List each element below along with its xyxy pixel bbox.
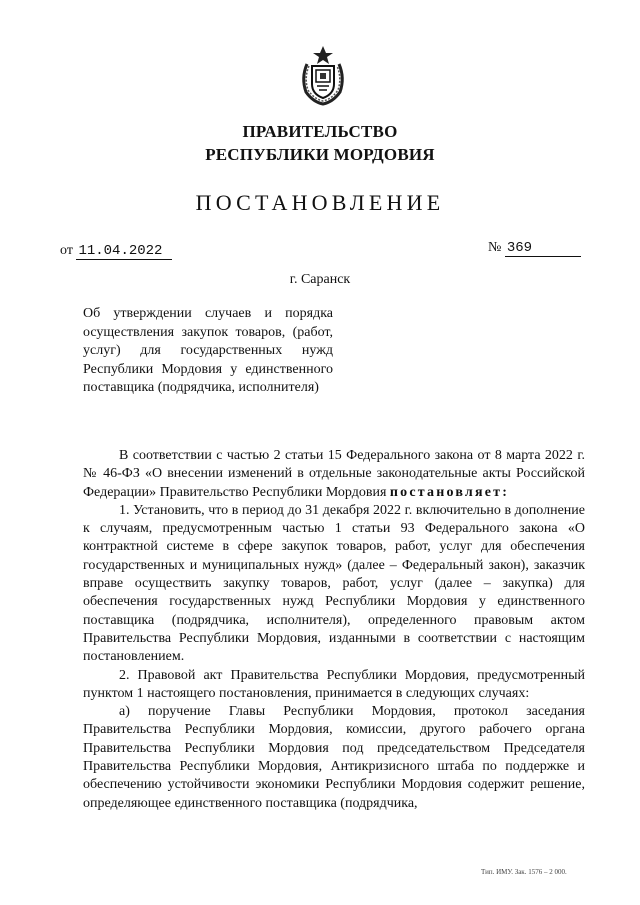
government-name <box>0 120 640 166</box>
number-value: 369 <box>505 240 581 257</box>
government-line-2: РЕСПУБЛИКИ МОРДОВИЯ <box>205 145 435 164</box>
date-prefix: от <box>60 243 73 258</box>
item-1: 1. Установить, что в период до 31 декабря 2022 г. включительно в дополнение к случаям, предусмотренным частью 1 статьи 93 Федерального закона «О контрактной системе в сфере закупок товаров, работ, услуг для обеспечения государственных и муниципальных нужд» (далее – Федеральный закон), заказчик вправе осуществить закупку товаров, работ, услуг (далее – закупка) для обеспечения государственных нужд Республики Мордовия у единственного поставщика (подрядчика, исполнителя), определенного правовым актом Правительства Республики Мордовия, изданными в соответствии с настоящим постановлением. <box>83 502 585 665</box>
item-2: 2. Правовой акт Правительства Республики Мордовия, предусмотренный пунктом 1 настоящего постановления, принимается в следующих случаях: <box>83 667 585 701</box>
item-2a: а) поручение Главы Республики Мордовия, протокол заседания Правительства Республики Мордовия, комиссии, другого рабочего органа Правительства Республики Мордовия под председательством Председателя Правительства Республики Мордовия, Антикризисного штаба по поддержке и обеспечению устойчивости экономики Республики Мордовия содержит решение, определяющее единственного поставщика (подрядчика, <box>83 704 585 811</box>
intro-paragraph <box>83 447 585 502</box>
document-type: ПОСТАНОВЛЕНИЕ <box>195 190 445 215</box>
decree-body <box>83 447 585 813</box>
number-prefix: № <box>488 240 502 255</box>
print-footer: Тип. ИМУ. Зак. 1576 – 2 000. <box>481 868 567 876</box>
government-line-1: ПРАВИТЕЛЬСТВО <box>242 122 398 141</box>
coat-of-arms-emblem <box>297 44 349 106</box>
city: г. Саранск <box>289 272 351 287</box>
decrees-word: постановляет: <box>389 484 510 500</box>
date-row <box>60 243 172 260</box>
date-value: 11.04.2022 <box>76 243 172 260</box>
decree-subject: Об утверждении случаев и порядка осуществления закупок товаров, (работ, услуг) для государственных нужд Республики Мордовия у единственного поставщика (подрядчика, исполнителя) <box>83 306 333 395</box>
number-row <box>488 240 581 257</box>
intro-text: В соответствии с частью 2 статьи 15 Федерального закона от 8 марта 2022 г. № 46-ФЗ «О внесении изменений в отдельные законодательные акты Российской Федерации» Правительство Республики Мордовия <box>83 448 585 500</box>
